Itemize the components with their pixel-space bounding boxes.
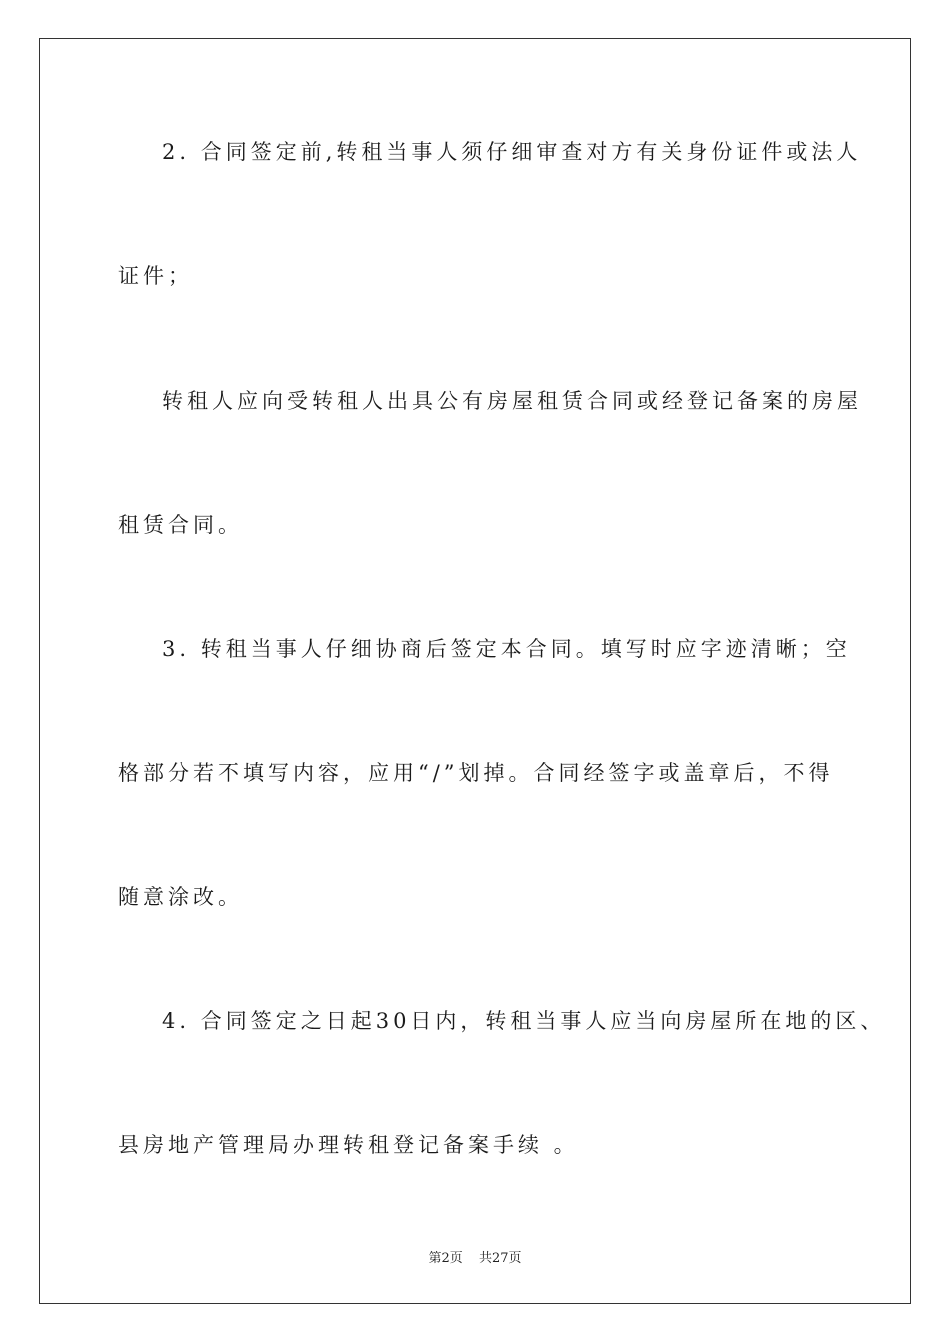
paragraph-line-9: 县房地产管理局办理转租登记备案手续 。 — [118, 1133, 579, 1157]
paragraph-line-7: 随意涂改。 — [118, 885, 243, 909]
paragraph-line-4: 租赁合同。 — [118, 513, 243, 537]
paragraph-line-2: 证件； — [118, 264, 193, 288]
page-number-current: 第2页 — [428, 1251, 463, 1266]
page-border — [39, 38, 911, 1304]
page-footer — [0, 1247, 950, 1266]
paragraph-line-3: 转租人应向受转租人出具公有房屋租赁合同或经登记备案的房屋 — [162, 389, 862, 413]
paragraph-line-5: 3. 转租当事人仔细协商后签定本合同。填写时应字迹清晰；空 — [162, 637, 851, 661]
paragraph-line-6: 格部分若不填写内容，应用“/”划掉。合同经签字或盖章后，不得 — [118, 761, 834, 785]
paragraph-line-8: 4. 合同签定之日起30日内，转租当事人应当向房屋所在地的区、 — [162, 1009, 886, 1033]
page-number-total: 共27页 — [478, 1251, 522, 1266]
paragraph-line-1: 2. 合同签定前,转租当事人须仔细审查对方有关身份证件或法人 — [162, 140, 862, 164]
